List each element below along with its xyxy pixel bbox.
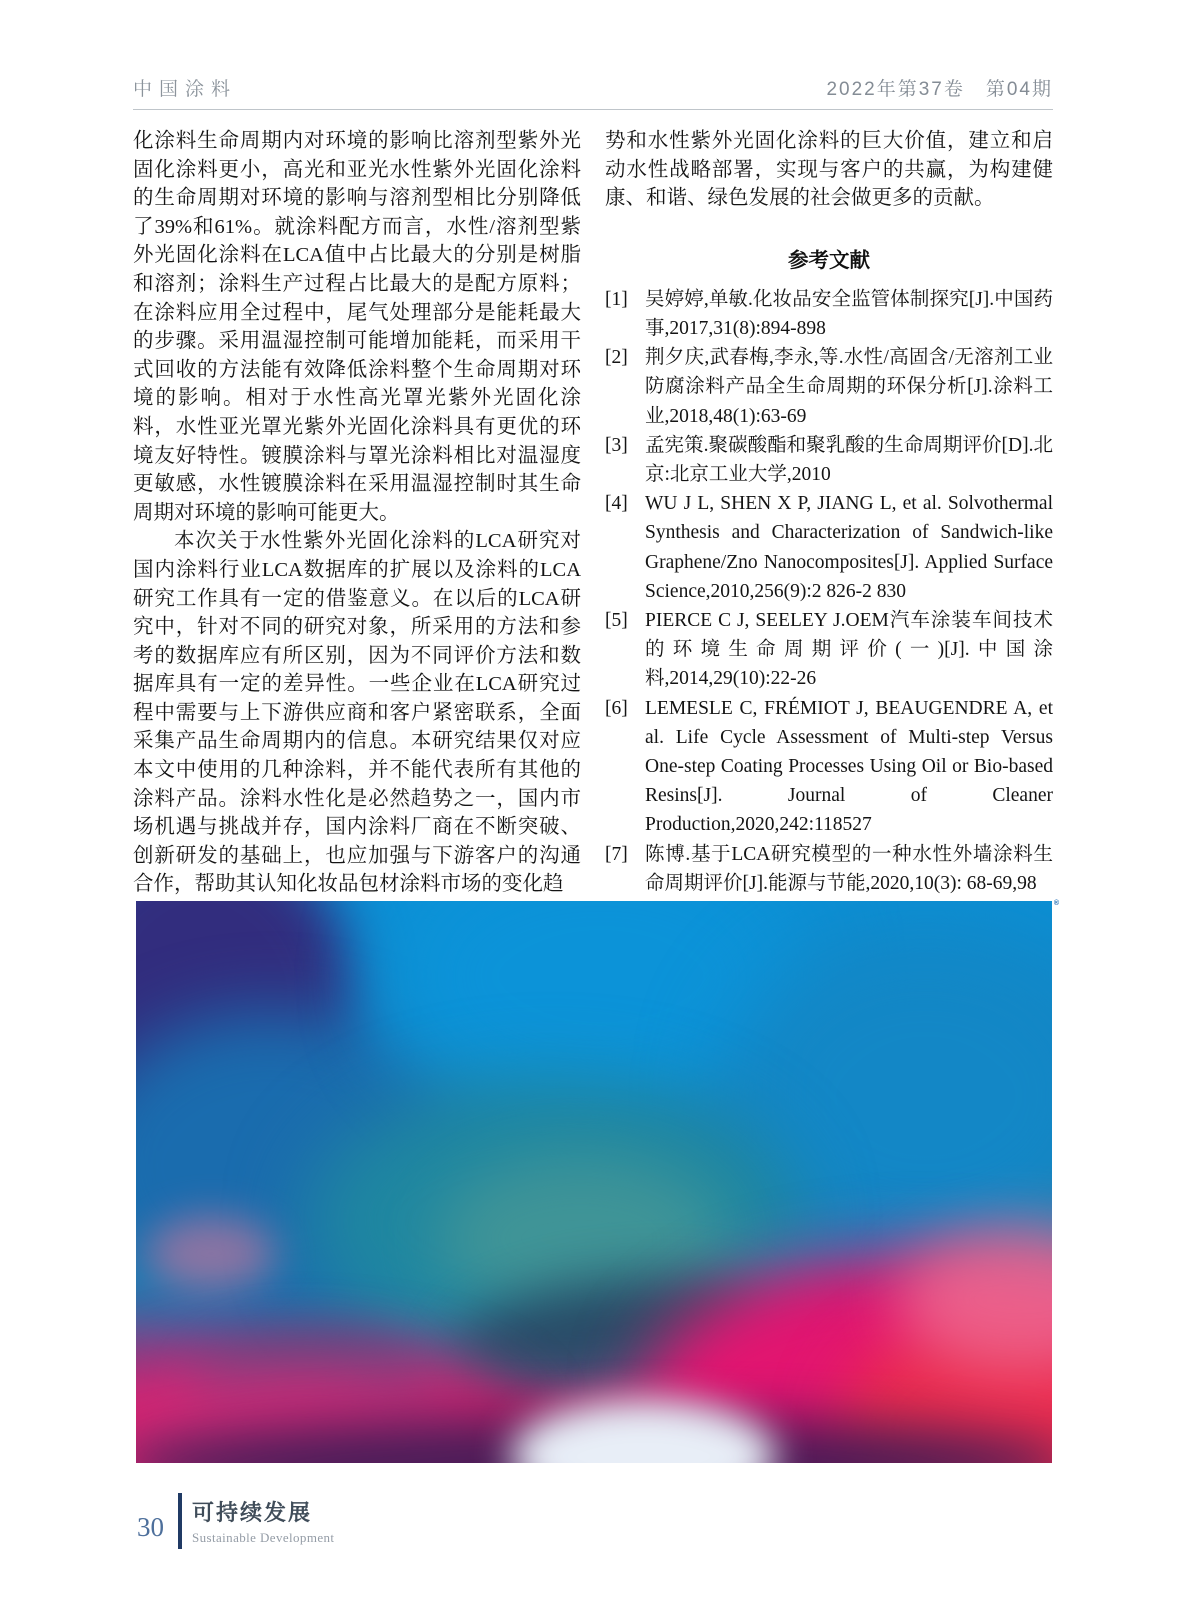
article-body bbox=[133, 127, 1059, 939]
reference-number: [7] bbox=[605, 843, 628, 865]
reference-text: PIERCE C J, SEELEY J.OEM汽车涂装车间技术的环境生命周期评价(一)[J].中国涂料,2014,29(10):22-26 bbox=[645, 610, 1053, 690]
reference-entry bbox=[605, 606, 1053, 694]
reference-text: 孟宪策.聚碳酸酯和聚乳酸的生命周期评价[D].北京:北京工业大学,2010 bbox=[645, 434, 1053, 485]
reference-entry bbox=[605, 840, 1053, 898]
reference-text: LEMESLE C, FRÉMIOT J, BEAUGENDRE A, et al. Life Cycle Assessment of Multi-step Versus One-step Coating Processes Using Oil or Bio-based Resins[J]. Journal of Cleaner Production,2020,242:118527 bbox=[645, 697, 1053, 836]
page-footer bbox=[137, 1493, 334, 1549]
reference-entry bbox=[605, 489, 1053, 606]
reference-number: [2] bbox=[605, 347, 628, 369]
references-heading: 参考文献 bbox=[788, 249, 870, 272]
reference-number: [3] bbox=[605, 434, 628, 456]
reference-text: 吴婷婷,单敏.化妆品安全监管体制探究[J].中国药事,2017,31(8):894-898 bbox=[645, 288, 1053, 339]
reference-number: [6] bbox=[605, 697, 628, 719]
cloud-blob-pink-puff bbox=[146, 1216, 276, 1291]
page-number: 30 bbox=[137, 1512, 164, 1542]
section-title-en: Sustainable Development bbox=[192, 1530, 335, 1545]
right-column bbox=[605, 127, 1059, 939]
reference-number: [4] bbox=[605, 493, 628, 515]
left-column bbox=[133, 127, 581, 939]
reference-entry bbox=[605, 431, 1053, 489]
reference-text: WU J L, SHEN X P, JIANG L, et al. Solvothermal Synthesis and Characterization of Sandwich-like Graphene/Zno Nanocomposites[J]. Applied Surface Science,2010,256(9):2 826-2 830 bbox=[645, 493, 1053, 602]
section-label bbox=[182, 1493, 334, 1549]
page-header bbox=[133, 74, 1053, 110]
reference-entry bbox=[605, 694, 1053, 840]
issue-info: 2022年第37卷 第04期 bbox=[826, 79, 1053, 100]
journal-name: 中国涂料 bbox=[133, 79, 238, 100]
abstract-color-clouds-image bbox=[136, 901, 1052, 1463]
paragraph: 势和水性紫外光固化涂料的巨大价值，建立和启动水性战略部署，实现与客户的共赢，为构建健康、和谐、绿色发展的社会做更多的贡献。 bbox=[605, 130, 1053, 210]
reference-entry bbox=[605, 343, 1053, 431]
reference-text: 陈博.基于LCA研究模型的一种水性外墙涂料生命周期评价[J].能源与节能,2020,10(3): 68-69,98 bbox=[645, 843, 1053, 894]
reference-text: 荆夕庆,武春梅,李永,等.水性/高固含/无溶剂工业防腐涂料产品全生命周期的环保分析[J].涂料工业,2018,48(1):63-69 bbox=[645, 347, 1053, 427]
section-title-cn: 可持续发展 bbox=[192, 1500, 313, 1525]
reference-entry bbox=[605, 285, 1053, 343]
reference-number: [1] bbox=[605, 288, 628, 310]
reference-number: [5] bbox=[605, 610, 628, 632]
trademark-mark: ® bbox=[1053, 900, 1059, 908]
references-list bbox=[605, 285, 1053, 898]
paragraph: 本次关于水性紫外光固化涂料的LCA研究对国内涂料行业LCA数据库的扩展以及涂料的LCA研究工作具有一定的借鉴意义。在以后的LCA研究中，针对不同的研究对象，所采用的方法和参考的数据库应有所区别，因为不同评价方法和数据库具有一定的差异性。一些企业在LCA研究过程中需要与上下游供应商和客户紧密联系，全面采集产品生命周期内的信息。本研究结果仅对应本文中使用的几种涂料，并不能代表所有其他的涂料产品。涂料水性化是必然趋势之一，国内市场机遇与挑战并存，国内涂料厂商在不断突破、创新研发的基础上，也应加强与下游客户的沟通合作，帮助其认知化妆品包材涂料市场的变化趋 bbox=[133, 530, 581, 896]
paragraph: 化涂料生命周期内对环境的影响比溶剂型紫外光固化涂料更小，高光和亚光水性紫外光固化涂料的生命周期对环境的影响与溶剂型相比分别降低了39%和61%。就涂料配方而言，水性/溶剂型紫外光固化涂料在LCA值中占比最大的分别是树脂和溶剂；涂料生产过程占比最大的是配方原料；在涂料应用全过程中，尾气处理部分是能耗最大的步骤。采用温湿控制可能增加能耗，而采用干式回收的方法能有效降低涂料整个生命周期对环境的影响。相对于水性高光罩光紫外光固化涂料，水性亚光罩光紫外光固化涂料具有更优的环境友好特性。镀膜涂料与罩光涂料相比对温湿度更敏感，水性镀膜涂料在采用温湿控制时其生命周期对环境的影响可能更大。 bbox=[133, 130, 581, 524]
